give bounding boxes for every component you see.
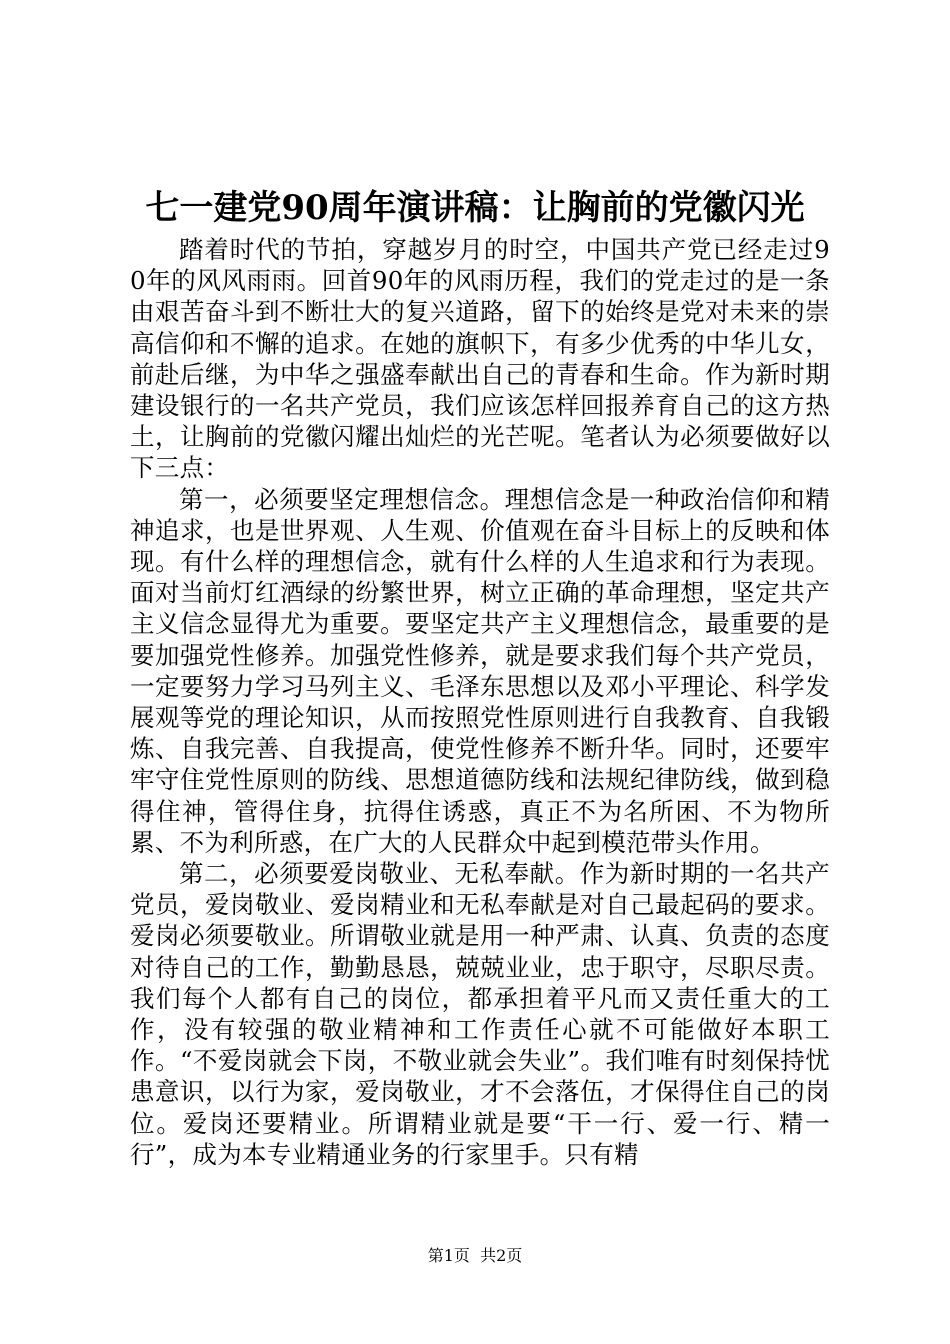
paragraph-first-point: 第一，必须要坚定理想信念。理想信念是一种政治信仰和精神追求，也是世界观、人生观、价值观在奋斗目标上的反映和体现。有什么样的理想信念，就有什么样的人生追求和行为表现。面对当前灯红酒绿的纷繁世界，树立正确的革命理想，坚定共产主义信念显得尤为重要。要坚定共产主义理想信念，最重要的是要加强党性修养。加强党性修养，就是要求我们每个共产党员，一定要努力学习马列主义、毛泽东思想以及邓小平理论、科学发展观等党的理论知识，从而按照党性原则进行自我教育、自我锻炼、自我完善、自我提高，使党性修养不断升华。同时，还要牢牢守住党性原则的防线、思想道德防线和法规纪律防线，做到稳得住神，管得住身，抗得住诱惑，真正不为名所困、不为物所累、不为利所惑，在广大的人民群众中起到模范带头作用。 — [130, 484, 830, 857]
page-number-footer: 第1页 共2页 — [427, 1246, 523, 1265]
document-body — [130, 234, 830, 1170]
document-title: 七一建党90周年演讲稿：让胸前的党徽闪光 — [145, 188, 805, 228]
paragraph-intro: 踏着时代的节拍，穿越岁月的时空，中国共产党已经走过90年的风风雨雨。回首90年的风雨历程，我们的党走过的是一条由艰苦奋斗到不断壮大的复兴道路，留下的始终是党对未来的崇高信仰和不懈的追求。在她的旗帜下，有多少优秀的中华儿女，前赴后继，为中华之强盛奉献出自己的青春和生命。作为新时期建设银行的一名共产党员，我们应该怎样回报养育自己的这方热土，让胸前的党徽闪耀出灿烂的光芒呢。笔者认为必须要做好以下三点： — [130, 235, 830, 483]
paragraph-second-point: 第二，必须要爱岗敬业、无私奉献。作为新时期的一名共产党员，爱岗敬业、爱岗精业和无私奉献是对自己最起码的要求。爱岗必须要敬业。所谓敬业就是用一种严肃、认真、负责的态度对待自己的工作，勤勤恳恳，兢兢业业，忠于职守，尽职尽责。我们每个人都有自己的岗位，都承担着平凡而又责任重大的工作，没有较强的敬业精神和工作责任心就不可能做好本职工作。“不爱岗就会下岗，不敬业就会失业”。我们唯有时刻保持忧患意识，以行为家，爱岗敬业，才不会落伍，才保得住自己的岗位。爱岗还要精业。所谓精业就是要“干一行、爱一行、精一行”，成为本专业精通业务的行家里手。只有精 — [130, 859, 830, 1169]
